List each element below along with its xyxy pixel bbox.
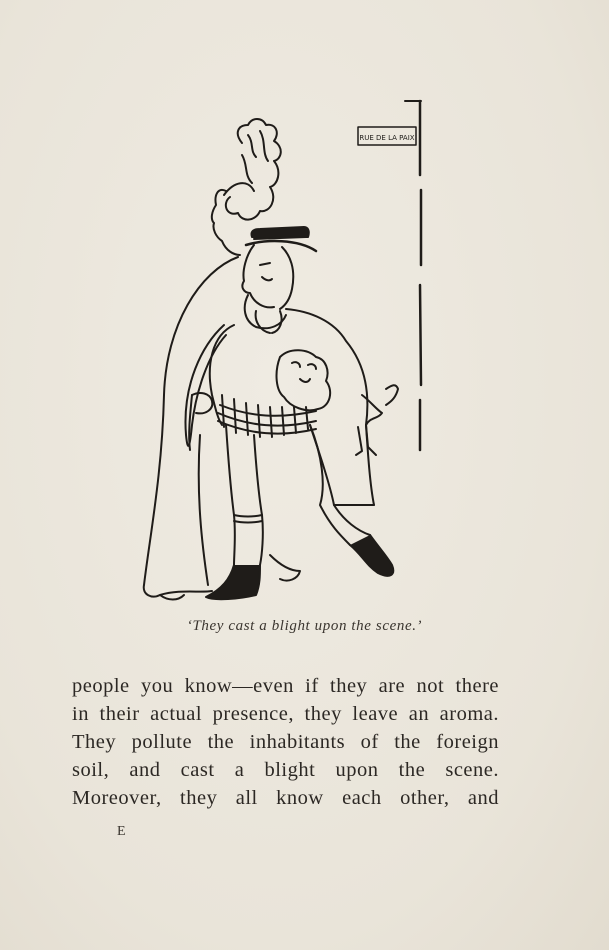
illustration-caption: ‘They cast a blight upon the scene.’ xyxy=(186,618,423,634)
street-sign-text: RUE DE LA PAIX xyxy=(359,134,415,142)
illustration xyxy=(130,95,430,610)
body-line: Moreover, they all know each other, and xyxy=(72,787,499,809)
body-paragraph xyxy=(72,672,499,812)
body-line: They pollute the inhabitants of the foreign xyxy=(72,731,499,753)
body-line: soil, and cast a blight upon the scene. xyxy=(72,759,499,781)
signature-mark: E xyxy=(117,824,127,839)
body-line: people you know—even if they are not there xyxy=(72,675,499,697)
body-line: in their actual presence, they leave an aroma. xyxy=(72,703,499,725)
